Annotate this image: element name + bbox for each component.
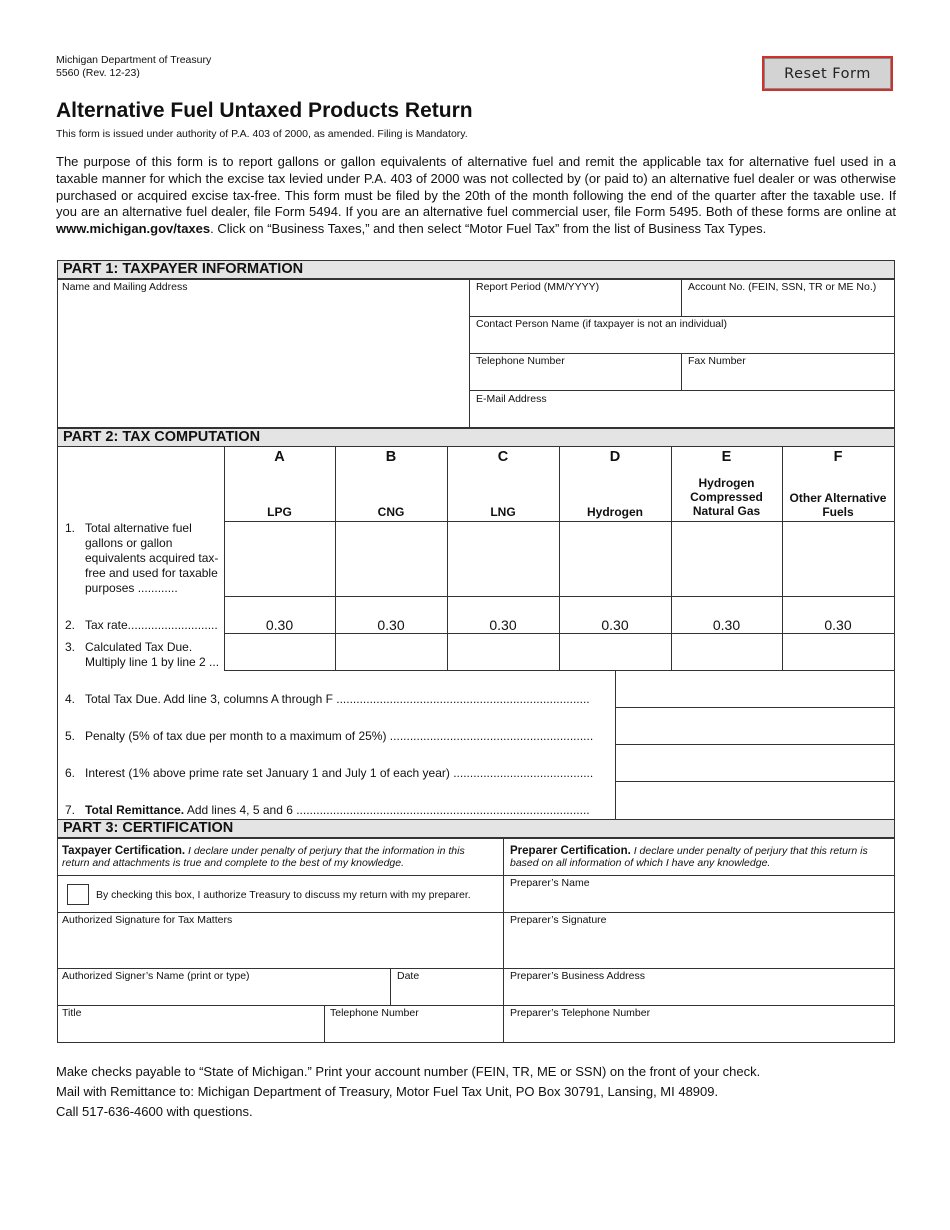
taxpayer-cert-text: I declare under penalty of perjury that the information in this return and attachments is true and complete to the best of my knowledge.	[62, 845, 465, 869]
preparer-name-field[interactable]: Preparer’s Name	[510, 877, 590, 889]
line2-col-e-rate: 0.30	[712, 617, 741, 633]
taxpayer-certification	[62, 845, 492, 869]
date-field[interactable]: Date	[397, 970, 420, 982]
col-f-letter: F	[833, 449, 843, 465]
preparer-cert-heading: Preparer Certification.	[510, 845, 631, 857]
line2-col-c-rate: 0.30	[489, 617, 517, 633]
name-address-field[interactable]: Name and Mailing Address	[62, 281, 188, 293]
line4-number: 4.	[65, 692, 76, 706]
line3-number: 3.	[65, 640, 76, 654]
line6-number: 6.	[65, 766, 76, 780]
report-period-field[interactable]: Report Period (MM/YYYY)	[476, 281, 600, 293]
part2-heading: PART 2: TAX COMPUTATION	[57, 428, 895, 447]
line7-input[interactable]	[616, 782, 894, 819]
preparer-cert-text: I declare under penalty of perjury that this return is based on all information of which I have any knowledge.	[510, 845, 868, 869]
authorized-signature-field[interactable]: Authorized Signature for Tax Matters	[62, 914, 233, 926]
account-number-field[interactable]: Account No. (FEIN, SSN, TR or ME No.)	[688, 281, 877, 293]
line3-col-a-input[interactable]	[225, 634, 335, 670]
line6-input[interactable]	[616, 745, 894, 781]
line1-col-b-input[interactable]	[336, 522, 447, 596]
line3-col-e-input[interactable]	[672, 634, 782, 670]
col-c-letter: C	[497, 449, 509, 465]
preparer-certification	[510, 845, 890, 869]
line1-number: 1.	[65, 521, 76, 535]
line2-number: 2.	[65, 618, 76, 632]
line1-col-c-input[interactable]	[448, 522, 559, 596]
preparer-address-field[interactable]: Preparer’s Business Address	[510, 970, 646, 982]
signer-name-field[interactable]: Authorized Signer’s Name (print or type)	[62, 970, 250, 982]
fax-field[interactable]: Fax Number	[688, 355, 746, 367]
purpose-text-after: . Click on “Business Taxes,” and then select “Motor Fuel Tax” from the list of Business Tax Types.	[210, 221, 767, 237]
line1-col-f-input[interactable]	[783, 522, 894, 596]
line1-col-a-input[interactable]	[225, 522, 335, 596]
reset-form-button[interactable]: Reset Form	[762, 56, 893, 91]
telephone-field[interactable]: Telephone Number	[476, 355, 565, 367]
purpose-paragraph	[56, 154, 896, 238]
line5-input[interactable]	[616, 708, 894, 744]
col-d-letter: D	[609, 449, 621, 465]
part1-heading: PART 1: TAXPAYER INFORMATION	[57, 260, 895, 279]
col-a-letter: A	[274, 449, 285, 465]
line7-label-text: Add lines 4, 5 and 6 ........................................................................................	[184, 803, 590, 817]
title-field[interactable]: Title	[62, 1007, 82, 1019]
col-f-name: Other Alternative Fuels	[789, 491, 887, 519]
taxpayer-cert-heading: Taxpayer Certification.	[62, 845, 186, 857]
line1-label: Total alternative fuel gallons or gallon equivalents acquired tax-free and used for taxable purposes ............	[85, 521, 219, 595]
col-e-letter: E	[721, 449, 732, 465]
authority-note: This form is issued under authority of P.A. 403 of 2000, as amended. Filing is Mandatory.	[56, 128, 468, 140]
col-d-name: Hydrogen	[586, 505, 643, 519]
line5-number: 5.	[65, 729, 76, 743]
footer-mail-address: Mail with Remittance to: Michigan Department of Treasury, Motor Fuel Tax Unit, PO Box 30791, Lansing, MI 48909.	[56, 1084, 719, 1099]
line3-label: Calculated Tax Due. Multiply line 1 by line 2 ...	[85, 640, 220, 669]
line3-col-f-input[interactable]	[783, 634, 894, 670]
col-b-name: CNG	[377, 505, 405, 519]
line7-bold-label: Total Remittance.	[85, 803, 185, 817]
contact-person-field[interactable]: Contact Person Name (if taxpayer is not an individual)	[476, 318, 727, 330]
line7-number: 7.	[65, 803, 76, 817]
line2-col-b-rate: 0.30	[377, 617, 405, 633]
authorize-checkbox[interactable]	[67, 884, 89, 905]
col-a-name: LPG	[267, 505, 292, 519]
purpose-link[interactable]: www.michigan.gov/taxes	[56, 221, 211, 237]
authorize-checkbox-label: By checking this box, I authorize Treasury to discuss my return with my preparer.	[96, 889, 471, 901]
footer-payment-note: Make checks payable to “State of Michigan.” Print your account number (FEIN, TR, ME or SSN) on the front of your check.	[56, 1064, 761, 1079]
line6-label: Interest (1% above prime rate set January 1 and July 1 of each year) ..........................................	[85, 766, 594, 780]
col-c-name: LNG	[490, 505, 516, 519]
line1-col-d-input[interactable]	[560, 522, 671, 596]
line4-label: Total Tax Due. Add line 3, columns A through F ............................................................................	[85, 692, 590, 706]
form-number: 5560 (Rev. 12-23)	[56, 67, 140, 79]
preparer-signature-field[interactable]: Preparer’s Signature	[510, 914, 607, 926]
line7-label	[85, 803, 613, 818]
line3-col-d-input[interactable]	[560, 634, 671, 670]
email-field[interactable]: E-Mail Address	[476, 393, 547, 405]
form-title: Alternative Fuel Untaxed Products Return	[56, 99, 473, 122]
col-b-letter: B	[385, 449, 397, 465]
agency-name: Michigan Department of Treasury	[56, 54, 212, 66]
purpose-text-before: The purpose of this form is to report gallons or gallon equivalents of alternative fuel and remit the applicable tax for alternative fuel used in a taxable manner for which the excise tax levied under P.A. 403 of 2000 was not collected by (or paid to) an alternative fuel dealer or was otherwise purchased or acquired excise tax-free. This form must be filed by the 20th of the month following the end of the quarter after the taxable use. If you are an alternative fuel dealer, file Form 5494. If you are an alternative fuel commercial user, file Form 5495. Both of these forms are online at	[56, 154, 896, 220]
preparer-telephone-field[interactable]: Preparer’s Telephone Number	[510, 1007, 651, 1019]
part3-heading: PART 3: CERTIFICATION	[57, 819, 895, 838]
line5-label: Penalty (5% of tax due per month to a maximum of 25%) .............................................................	[85, 729, 594, 743]
line1-col-e-input[interactable]	[672, 522, 782, 596]
footer-questions: Call 517-636-4600 with questions.	[56, 1104, 253, 1119]
line2-col-f-rate: 0.30	[824, 617, 852, 633]
signer-telephone-field[interactable]: Telephone Number	[330, 1007, 419, 1019]
col-e-name: Hydrogen Compressed Natural Gas	[690, 476, 763, 518]
line2-col-d-rate: 0.30	[601, 617, 629, 633]
line2-label: Tax rate...........................	[85, 618, 218, 632]
line3-col-b-input[interactable]	[336, 634, 447, 670]
line2-col-a-rate: 0.30	[265, 617, 294, 633]
line4-input[interactable]	[616, 671, 894, 707]
line3-col-c-input[interactable]	[448, 634, 559, 670]
